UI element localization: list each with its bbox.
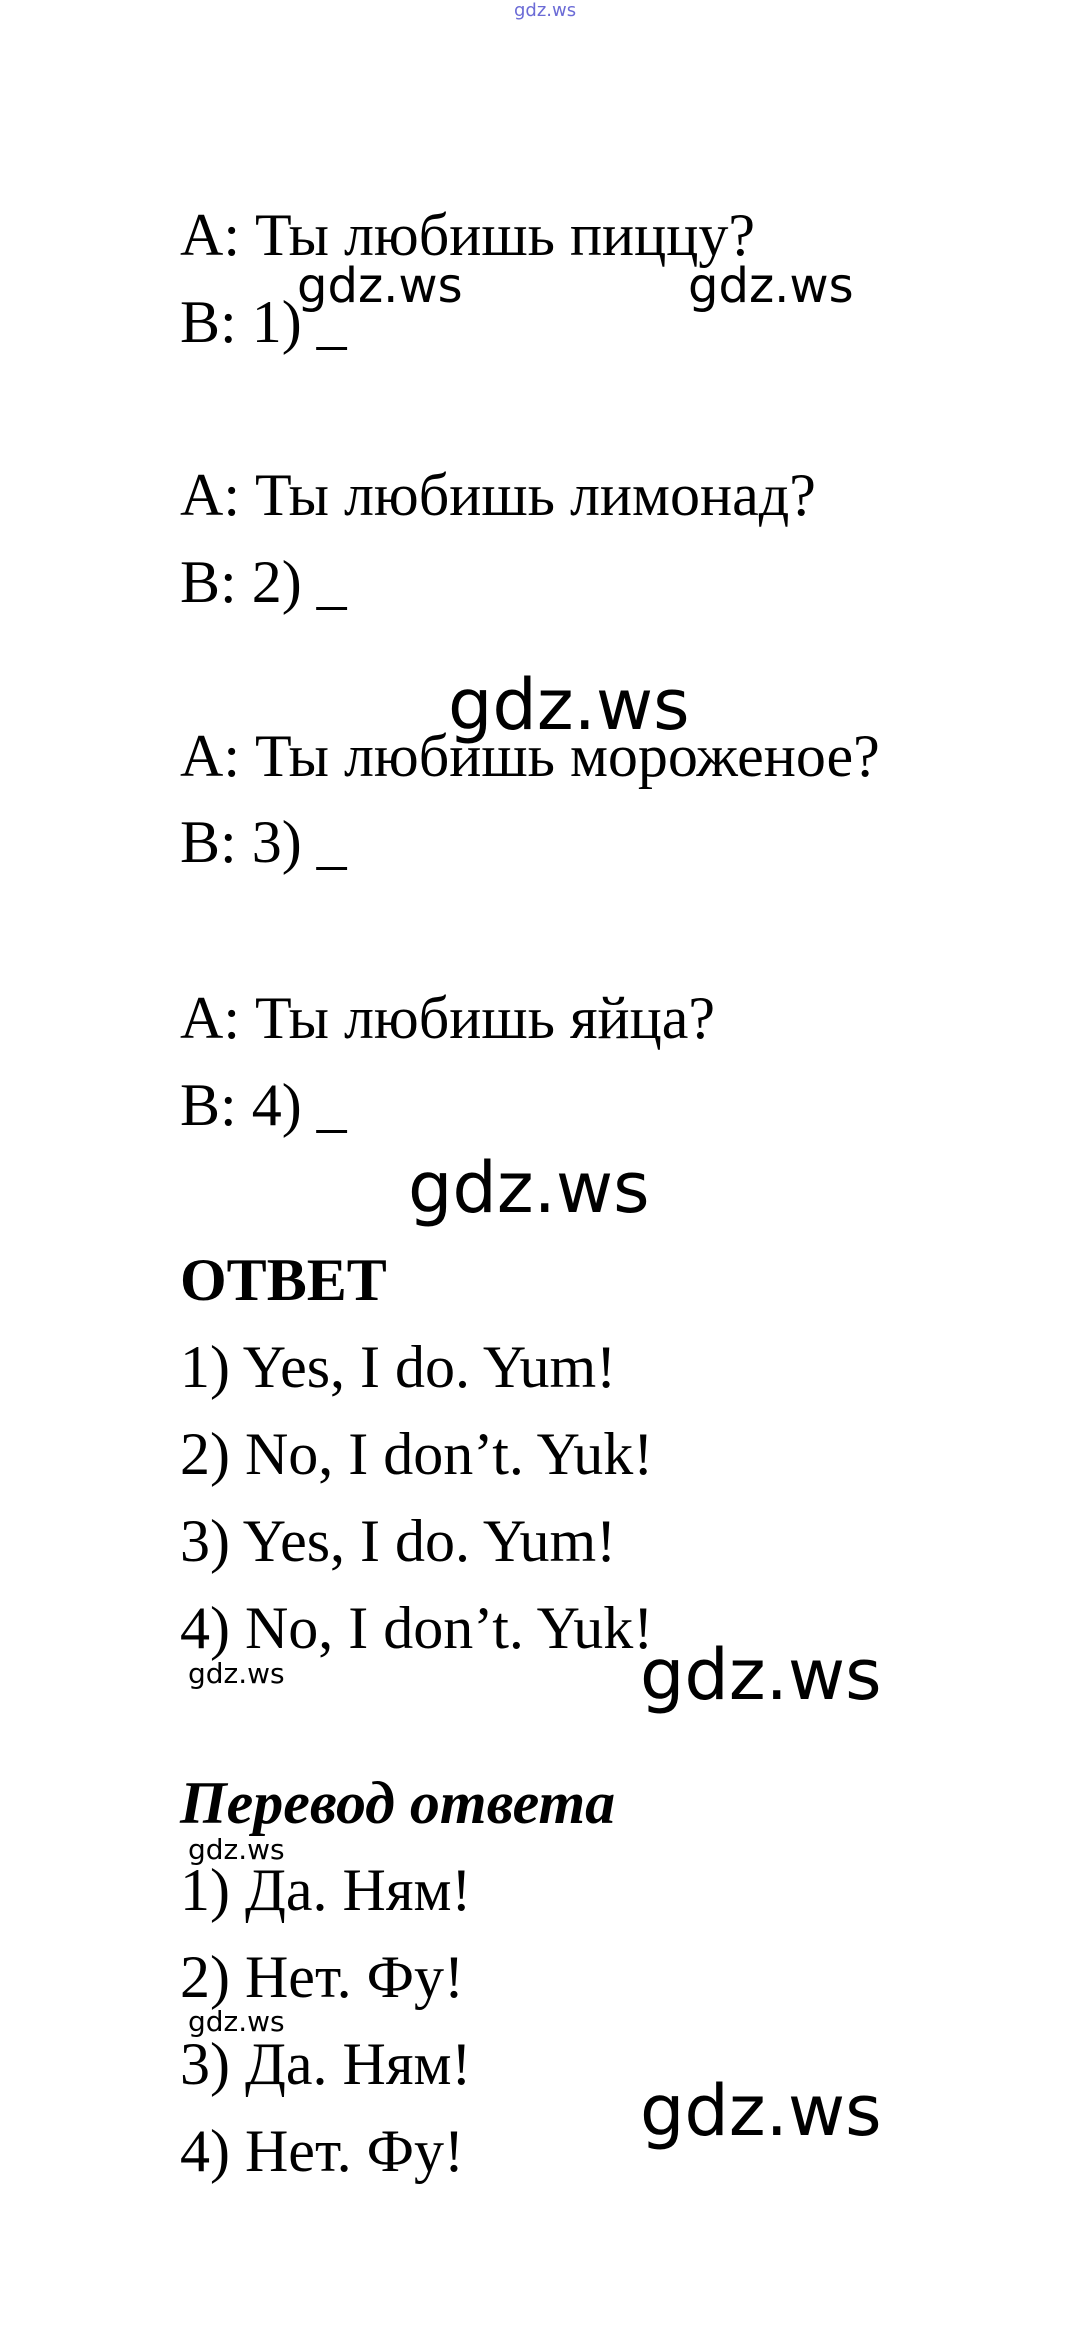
watermark: gdz.ws (297, 258, 463, 314)
watermark-top: gdz.ws (514, 0, 577, 21)
watermark: gdz.ws (188, 2005, 285, 2038)
dialog-3-question: A: Ты любишь мороженое? (180, 723, 880, 789)
answer-item-2: 2) No, I don’t. Yuk! (180, 1421, 654, 1487)
dialog-4-question: A: Ты любишь яйца? (180, 985, 716, 1051)
answer-item-4: 4) No, I don’t. Yuk! (180, 1595, 654, 1661)
translation-heading: Перевод ответа (180, 1770, 616, 1836)
dialog-1-answer: B: 1) _ (180, 289, 347, 355)
dialog-4-answer: B: 4) _ (180, 1072, 347, 1138)
watermark: gdz.ws (640, 2070, 882, 2152)
watermark: gdz.ws (188, 1833, 285, 1866)
watermark: gdz.ws (448, 664, 690, 746)
translation-item-1: 1) Да. Ням! (180, 1857, 472, 1923)
translation-item-4: 4) Нет. Фу! (180, 2118, 465, 2184)
dialog-3-answer: B: 3) _ (180, 809, 347, 875)
watermark: gdz.ws (188, 1657, 285, 1690)
dialog-2-question: A: Ты любишь лимонад? (180, 462, 816, 528)
answer-item-1: 1) Yes, I do. Yum! (180, 1334, 617, 1400)
dialog-1-question: A: Ты любишь пиццу? (180, 202, 756, 268)
watermark: gdz.ws (688, 258, 854, 314)
translation-item-3: 3) Да. Ням! (180, 2031, 472, 2097)
answer-heading: ОТВЕТ (180, 1247, 387, 1313)
answer-item-3: 3) Yes, I do. Yum! (180, 1508, 617, 1574)
translation-item-2: 2) Нет. Фу! (180, 1944, 465, 2010)
watermark: gdz.ws (408, 1147, 650, 1229)
watermark: gdz.ws (640, 1634, 882, 1716)
dialog-2-answer: B: 2) _ (180, 549, 347, 615)
